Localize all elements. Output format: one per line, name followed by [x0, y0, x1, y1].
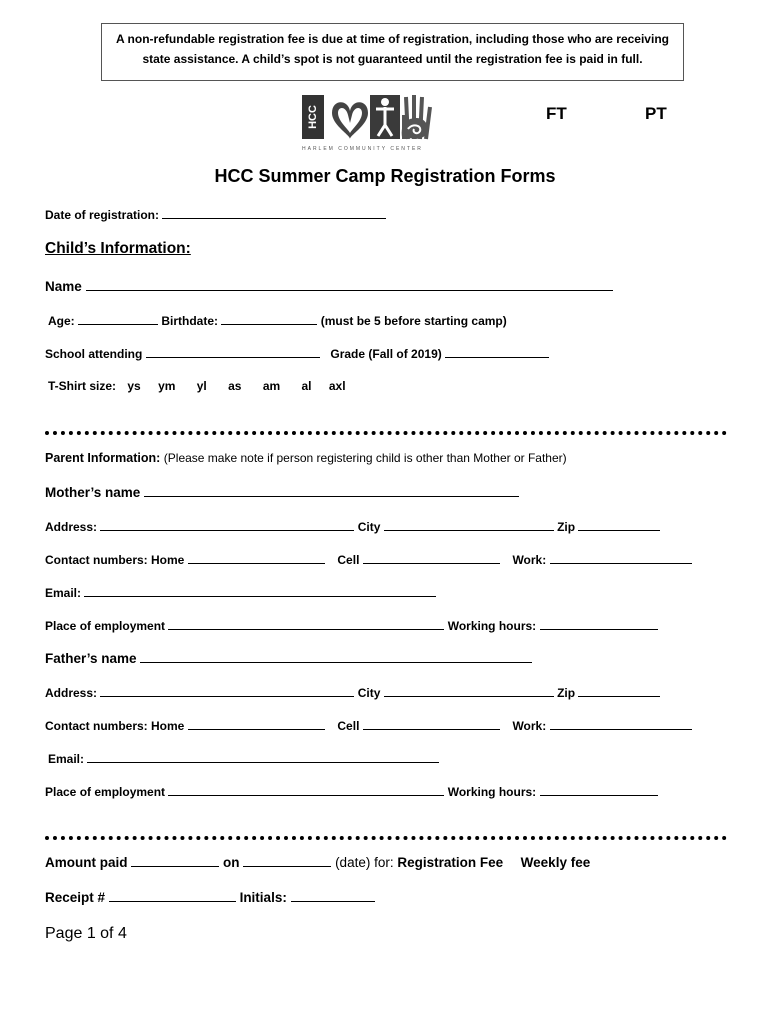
age-label: Age:: [48, 314, 75, 328]
mother-name-label: Mother’s name: [45, 485, 141, 500]
mother-work-field[interactable]: [550, 552, 692, 564]
father-home-label: Contact numbers: Home: [45, 719, 185, 733]
mother-hours-label: Working hours:: [447, 619, 537, 633]
grade-label: Grade (Fall of 2019): [330, 347, 442, 361]
father-contact-row: [45, 718, 692, 733]
receipt-row: [45, 890, 375, 905]
mother-cell-field[interactable]: [363, 552, 500, 564]
father-address-row: [45, 685, 660, 700]
weekly-fee-option[interactable]: Weekly fee: [520, 855, 591, 870]
mother-cell-label: Cell: [337, 553, 360, 567]
mother-zip-field[interactable]: [578, 519, 660, 531]
initials-field[interactable]: [291, 890, 375, 902]
father-employment-row: [45, 784, 658, 799]
birthdate-label: Birthdate:: [161, 314, 219, 328]
payment-row: [45, 855, 590, 870]
paid-on-label: on: [223, 855, 240, 870]
father-address-label: Address:: [45, 686, 98, 700]
parent-info-heading: Parent Information:: [45, 451, 161, 465]
father-address-field[interactable]: [100, 685, 354, 697]
date-field[interactable]: [162, 207, 386, 219]
father-email-row: [48, 751, 439, 766]
school-row: [45, 346, 549, 361]
paid-on-date-field[interactable]: [243, 855, 331, 867]
father-hours-field[interactable]: [540, 784, 658, 796]
form-title: HCC Summer Camp Registration Forms: [214, 166, 556, 186]
svg-text:HCC: HCC: [306, 105, 319, 129]
amount-paid-field[interactable]: [131, 855, 219, 867]
receipt-field[interactable]: [109, 890, 236, 902]
father-cell-field[interactable]: [363, 718, 500, 730]
father-city-label: City: [357, 686, 381, 700]
ft-option[interactable]: FT: [546, 104, 567, 123]
date-label: Date of registration:: [45, 208, 160, 222]
tshirt-row: [48, 379, 346, 393]
school-label: School attending: [45, 347, 143, 361]
school-field[interactable]: [146, 346, 320, 358]
receipt-label: Receipt #: [45, 890, 106, 905]
mother-name-row: [45, 485, 519, 500]
mother-work-label: Work:: [512, 553, 547, 567]
mother-email-label: Email:: [45, 586, 82, 600]
father-city-field[interactable]: [384, 685, 554, 697]
size-ys[interactable]: ys: [127, 379, 141, 393]
tshirt-label: T-Shirt size:: [48, 379, 117, 393]
name-row: [45, 279, 613, 294]
date-for-note: (date) for:: [335, 855, 394, 870]
mother-address-field[interactable]: [100, 519, 354, 531]
parent-info-row: [45, 451, 567, 465]
logo-caption: HARLEM COMMUNITY CENTER: [302, 146, 423, 152]
father-hours-label: Working hours:: [447, 785, 537, 799]
birthdate-field[interactable]: [221, 313, 317, 325]
child-name-field[interactable]: [86, 279, 613, 291]
mother-home-field[interactable]: [188, 552, 325, 564]
mother-hours-field[interactable]: [540, 618, 658, 630]
mother-name-field[interactable]: [144, 485, 519, 497]
size-ym[interactable]: ym: [158, 379, 176, 393]
mother-email-field[interactable]: [84, 585, 436, 597]
size-as[interactable]: as: [228, 379, 242, 393]
size-yl[interactable]: yl: [196, 379, 207, 393]
notice-line-2: state assistance. A child’s spot is not guaranteed until the registration fee is paid in full.: [142, 52, 643, 66]
mother-city-label: City: [357, 520, 381, 534]
father-zip-label: Zip: [557, 686, 576, 700]
mother-employment-label: Place of employment: [45, 619, 166, 633]
child-name-label: Name: [45, 279, 82, 294]
registration-fee-option[interactable]: Registration Fee: [397, 855, 504, 870]
father-name-label: Father’s name: [45, 651, 137, 666]
pt-option[interactable]: PT: [645, 104, 667, 123]
mother-contact-row: [45, 552, 692, 567]
mother-employment-field[interactable]: [168, 618, 444, 630]
father-home-field[interactable]: [188, 718, 325, 730]
father-email-field[interactable]: [87, 751, 439, 763]
father-work-label: Work:: [512, 719, 547, 733]
father-name-field[interactable]: [140, 651, 532, 663]
mother-address-label: Address:: [45, 520, 98, 534]
mother-address-row: [45, 519, 660, 534]
mother-zip-label: Zip: [557, 520, 576, 534]
parent-info-note: (Please make note if person registering child is other than Mother or Father): [163, 451, 567, 465]
father-cell-label: Cell: [337, 719, 360, 733]
size-axl[interactable]: axl: [328, 379, 346, 393]
mother-email-row: [45, 585, 436, 600]
birthdate-note: (must be 5 before starting camp): [320, 314, 507, 328]
notice-line-1: A non-refundable registration fee is due at time of registration, including those who are receiving: [116, 32, 669, 46]
mother-employment-row: [45, 618, 658, 633]
age-field[interactable]: [78, 313, 158, 325]
father-employment-field[interactable]: [168, 784, 444, 796]
fee-notice-box: [101, 23, 684, 81]
section-divider-2: [45, 836, 727, 840]
father-employment-label: Place of employment: [45, 785, 166, 799]
father-email-label: Email:: [48, 752, 85, 766]
page-number: Page 1 of 4: [45, 925, 127, 942]
grade-field[interactable]: [445, 346, 549, 358]
initials-label: Initials:: [239, 890, 287, 905]
mother-home-label: Contact numbers: Home: [45, 553, 185, 567]
age-row: [48, 313, 507, 328]
section-divider-1: [45, 431, 727, 435]
size-am[interactable]: am: [262, 379, 281, 393]
father-name-row: [45, 651, 532, 666]
child-info-heading: Child’s Information:: [45, 240, 191, 257]
father-zip-field[interactable]: [578, 685, 660, 697]
mother-city-field[interactable]: [384, 519, 554, 531]
father-work-field[interactable]: [550, 718, 692, 730]
amount-paid-label: Amount paid: [45, 855, 128, 870]
size-al[interactable]: al: [301, 379, 312, 393]
date-row: [45, 207, 386, 222]
